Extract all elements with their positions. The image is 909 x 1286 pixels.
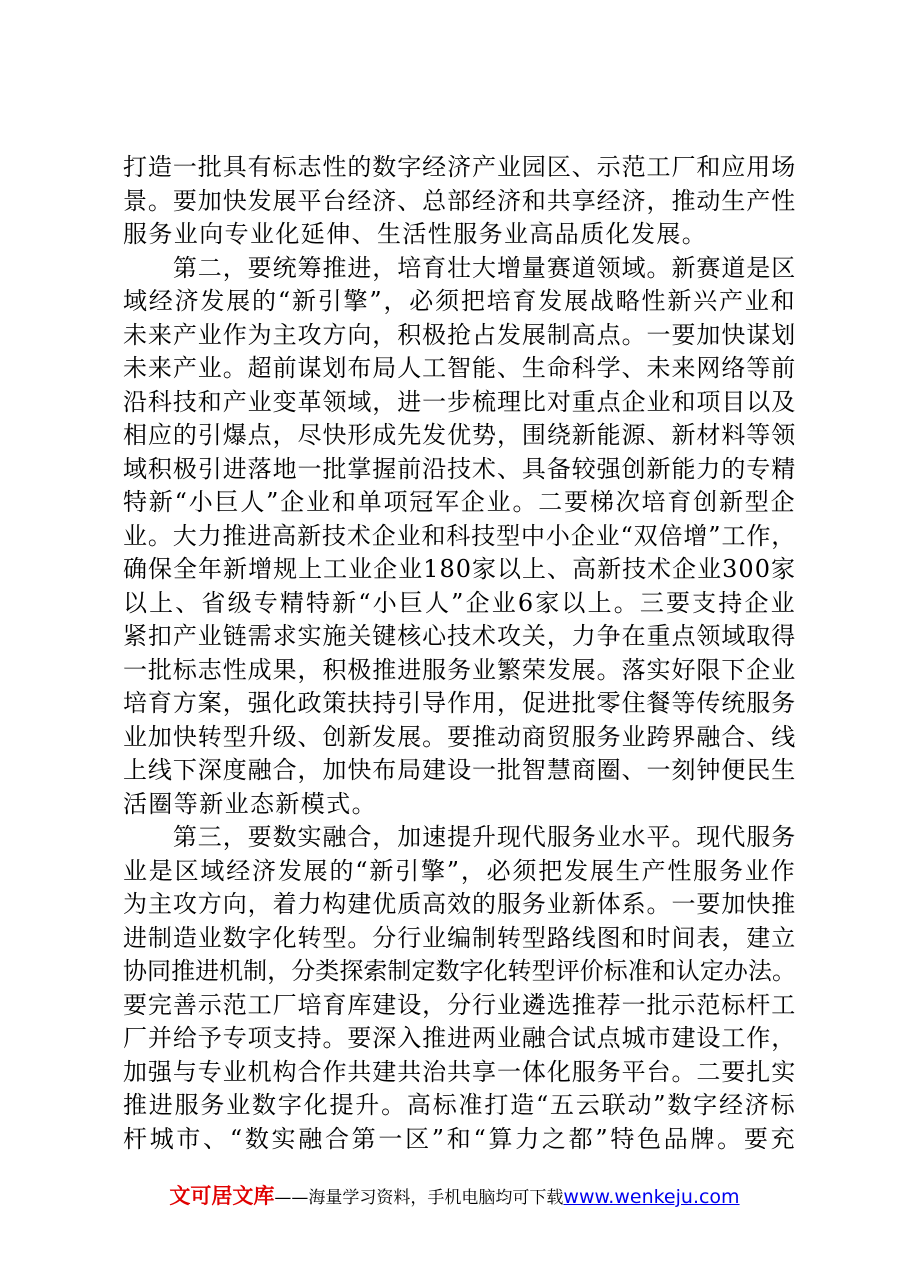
text-line: 未来产业。超前谋划布局人工智能、生命科学、未来网络等前 [123, 354, 796, 382]
text-line: 杆城市、“数实融合第一区”和“算力之都”特色品牌。要充 [123, 1124, 796, 1153]
text-line: 域积极引进落地一批掌握前沿技术、具备较强创新能力的专精 [123, 454, 796, 483]
text-line: 业。大力推进高新技术企业和科技型中小企业“双倍增”工作， [123, 521, 796, 550]
text-line: 培育方案，强化政策扶持引导作用，促进批零住餐等传统服务 [123, 689, 796, 717]
footer-banner [0, 1180, 909, 1210]
text-line: 上线下深度融合，加快布局建设一批智慧商圈、一刻钟便民生 [123, 756, 796, 784]
text-line: 活圈等新业态新模式。 [123, 789, 377, 818]
text-line: 特新“小巨人”企业和单项冠军企业。二要梯次培育创新型企 [123, 488, 796, 516]
text-line: 加强与专业机构合作共建共治共享一体化服务平台。二要扎实 [123, 1057, 796, 1086]
text-line: 景。要加快发展平台经济、总部经济和共享经济，推动生产性 [123, 186, 796, 215]
paragraph-start-line: 第三，要数实融合，加速提升现代服务业水平。现代服务 [123, 823, 796, 851]
paragraph-start-line: 第二，要统筹推进，培育壮大增量赛道领域。新赛道是区 [123, 253, 796, 282]
text-line: 未来产业作为主攻方向，积极抢占发展制高点。一要加快谋划 [123, 320, 796, 349]
document-body [123, 151, 796, 1156]
text-line: 确保全年新增规上工业企业180家以上、高新技术企业300家 [123, 555, 796, 583]
text-line: 为主攻方向，着力构建优质高效的服务业新体系。一要加快推 [123, 890, 796, 918]
text-line: 协同推进机制，分类探索制定数字化转型评价标准和认定办法。 [123, 957, 796, 985]
text-line: 紧扣产业链需求实施关键核心技术攻关，力争在重点领域取得 [123, 622, 796, 650]
text-line: 相应的引爆点，尽快形成先发优势，围绕新能源、新材料等领 [123, 421, 796, 449]
text-line: 要完善示范工厂培育库建设，分行业遴选推荐一批示范标杆工 [123, 990, 796, 1019]
text-line: 业是区域经济发展的“新引擎”，必须把发展生产性服务业作 [123, 856, 796, 885]
text-line: 服务业向专业化延伸、生活性服务业高品质化发展。 [123, 220, 708, 248]
text-line: 域经济发展的“新引擎”，必须把培育发展战略性新兴产业和 [123, 287, 796, 315]
text-line: 一批标志性成果，积极推进服务业繁荣发展。落实好限下企业 [123, 655, 796, 684]
footer-tagline: ——海量学习资料，手机电脑均可下载 [274, 1188, 564, 1208]
text-line: 推进服务业数字化提升。高标准打造“五云联动”数字经济标 [123, 1091, 796, 1119]
footer-website-link[interactable]: www.wenkeju.com [563, 1186, 740, 1208]
text-line: 沿科技和产业变革领域，进一步梳理比对重点企业和项目以及 [123, 387, 796, 416]
text-line: 以上、省级专精特新“小巨人”企业6家以上。三要支持企业 [123, 588, 796, 617]
footer-brand: 文可居文库 [169, 1184, 275, 1208]
text-line: 打造一批具有标志性的数字经济产业园区、示范工厂和应用场 [123, 153, 796, 181]
text-line: 业加快转型升级、创新发展。要推动商贸服务业跨界融合、线 [123, 722, 796, 751]
text-line: 进制造业数字化转型。分行业编制转型路线图和时间表，建立 [123, 923, 796, 952]
text-line: 厂并给予专项支持。要深入推进两业融合试点城市建设工作， [123, 1024, 796, 1052]
